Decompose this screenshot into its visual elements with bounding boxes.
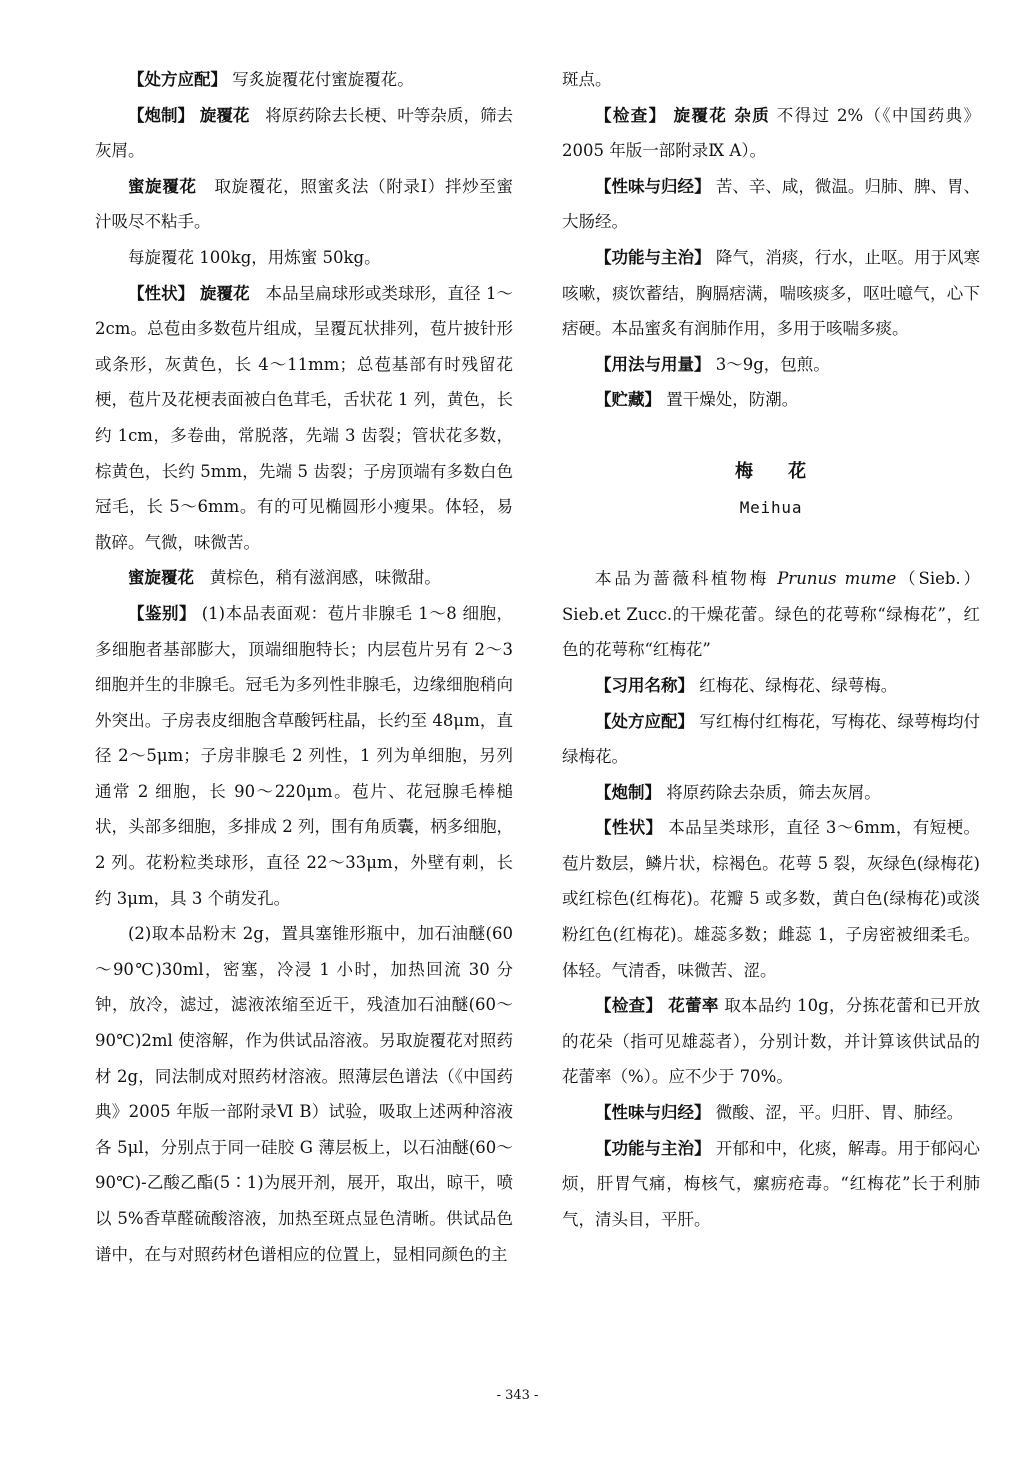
left-column [95,62,513,1272]
paragraph-honey-characters [95,560,513,596]
section-heading: 蜜旋覆花 [128,176,197,196]
paragraph-source [562,561,980,668]
paragraph-text: (1)本品表面观：苞片非腺毛 1～8 细胞，多细胞者基部膨大，顶端细胞特长；内层苞片另有 2～3 细胞并生的非腺毛。冠毛为多列性非腺毛，边缘细胞稍向外突出。子房表皮细胞含草酸钙柱晶，长约至 48μm，直径 2～5μm；子房非腺毛 2 列性，1 列为单细胞，另列通常 2 细胞，长 90～220μm。苞片、花冠腺毛棒槌状，头部多细胞，多排成 2 列，围有角质囊，柄多细胞，2 列。花粉粒类球形，直径 22～33μm，外壁有刺，长约 3μm，具 3 个萌发孔。 [95,603,514,908]
section-heading: 蜜旋覆花 [128,568,194,588]
section-heading: 【性状】 [595,818,663,838]
paragraph-text: 苦、辛、咸，微温。归肺、脾、胃、大肠经。 [562,176,981,232]
paragraph-text: 本品呈扁球形或类球形，直径 1～2cm。总苞由多数苞片组成，呈覆瓦状排列，苞片披针形或条形，灰黄色，长 4～11mm；总苞基部有时残留花梗，苞片及花梗表面被白色茸毛，舌状花 1 列，黄色，长约 1cm，多卷曲，常脱落，先端 3 齿裂；管状花多数，棕黄色，长约 5mm，先端 5 齿裂；子房顶端有多数白色冠毛，长 5～6mm。有的可见椭圆形小瘦果。体轻，易散碎。气微，味微苦。 [95,283,513,552]
paragraph-honey-processing [95,169,513,240]
paragraph-text: 取本品约 10g，分拣花蕾和已开放的花朵（指可见雄蕊者），分别计数，并计算该供试品的花蕾率（%）。应不少于 70%。 [562,996,980,1087]
section-heading: 【贮藏】 [595,390,661,410]
latin-name: Prunus mume [777,569,897,589]
paragraph-text: 3～9g，包煎。 [715,354,830,374]
paragraph-characters [562,810,980,988]
paragraph-text: 开郁和中，化痰，解毒。用于郁闷心烦，肝胃气痛，梅核气，瘰疬疮毒。“红梅花”长于利肺气，清头目，平肝。 [562,1138,981,1229]
section-heading: 【用法与用量】 [595,354,711,374]
paragraph-text: 将原药除去杂质，筛去灰屑。 [666,782,881,802]
section-heading: 【检查】 旋覆花 杂质 [595,105,771,125]
paragraph-inspection-bud-rate [562,988,980,1095]
section-heading: 【习用名称】 [595,675,694,695]
entry-title: 梅 花 [735,460,807,482]
paragraph-characters [95,276,513,561]
paragraph-text: (2)取本品粉末 2g，置具塞锥形瓶中，加石油醚(60～90℃)30ml，密塞，冷浸 1 小时，加热回流 30 分钟，放冷，滤过，滤液浓缩至近干，残渣加石油醚(60～90℃)2ml 使溶解，作为供试品溶液。另取旋覆花对照药材 2g，同法制成对照药材溶液。照薄层色谱法（《中国药典》2005 年版一部附录Ⅵ B）试验，吸取上述两种溶液各 5μl，分别点于同一硅胶 G 薄层板上，以石油醚(60～90℃)-乙酸乙酯(5∶1)为展开剂，展开，取出，晾干，喷以 5%香草醛硫酸溶液，加热至斑点显色清晰。供试品色谱中，在与对照药材色谱相应的位置上，显相同颜色的主 [95,924,513,1264]
paragraph-text: 置干燥处，防潮。 [666,390,799,410]
paragraph-text: 红梅花、绿梅花、绿萼梅。 [699,675,898,695]
section-heading: 【功能与主治】 [595,247,711,267]
paragraph-processing [95,98,513,169]
paragraph-nature-meridian [562,169,980,240]
section-heading: 【炮制】 旋覆花 [128,105,250,125]
paragraph-prescription [95,62,513,98]
paragraph-text: 斑点。 [562,70,612,89]
paragraph-common-names [562,668,980,704]
paragraph-text: 将原药除去长梗、叶等杂质，筛去灰屑。 [95,105,513,161]
section-heading: 【性味与归经】 [595,176,711,196]
section-heading: 【鉴别】 [128,603,196,623]
section-heading: 【处方应配】 [595,711,695,731]
paragraph-nature-meridian [562,1095,980,1131]
section-heading: 【炮制】 [595,782,661,802]
paragraph-text: 不得过 2%（《中国药典》2005 年版一部附录Ⅸ A）。 [562,105,980,161]
paragraph-function [562,1131,980,1238]
paragraph-text: 微酸、涩，平。归肝、胃、肺经。 [715,1103,964,1123]
paragraph-text: 每旋覆花 100kg，用炼蜜 50kg。 [128,247,381,267]
paragraph-text: 写炙旋覆花付蜜旋覆花。 [232,70,414,89]
right-column [562,62,980,1237]
paragraph-processing [562,775,980,811]
paragraph-text: 本品呈类球形，直径 3～6mm，有短梗。苞片数层，鳞片状，棕褐色。花萼 5 裂，灰绿色(绿梅花)或红棕色(红梅花)。花瓣 5 或多数，黄白色(绿梅花)或淡粉红色(红梅花)。雄蕊多数；雌蕊 1，子房密被细柔毛。体轻。气清香，味微苦、涩。 [562,818,980,980]
paragraph-storage [562,382,980,418]
paragraph-text: 降气，消痰，行水，止呕。用于风寒咳嗽，痰饮蓄结，胸膈痞满，喘咳痰多，呕吐噫气，心下痞硬。本品蜜炙有润肺作用，多用于咳喘多痰。 [562,247,981,339]
paragraph-text: 黄棕色，稍有滋润感，味微甜。 [209,568,441,588]
paragraph-identification-1 [95,596,513,916]
paragraph-text: 本品为蔷薇科植物梅 [595,569,778,589]
paragraph-identification-2 [95,916,513,1272]
entry-title-pinyin: Meihua [739,497,803,517]
paragraph-text: （Sieb.）Sieb.et Zucc.的干燥花蕾。绿色的花萼称“绿梅花”，红色的花萼称“红梅花” [562,569,981,660]
section-heading: 【性状】 旋覆花 [128,283,250,303]
paragraph-prescription [562,704,980,775]
paragraph-continued [562,62,980,98]
section-heading: 【性味与归经】 [595,1103,711,1123]
section-heading: 【处方应配】 [128,70,227,89]
section-heading: 【检查】 花蕾率 [595,996,719,1016]
paragraph-inspection [562,98,980,169]
page-number: - 343 - [496,1388,539,1403]
paragraph-text: 写红梅付红梅花，写梅花、绿萼梅均付绿梅花。 [562,711,981,767]
paragraph-text: 取旋覆花，照蜜炙法（附录Ⅰ）拌炒至蜜汁吸尽不粘手。 [95,176,513,232]
paragraph-honey-ratio [95,240,513,276]
paragraph-dosage [562,347,980,383]
paragraph-function [562,240,980,347]
section-heading: 【功能与主治】 [595,1138,711,1158]
